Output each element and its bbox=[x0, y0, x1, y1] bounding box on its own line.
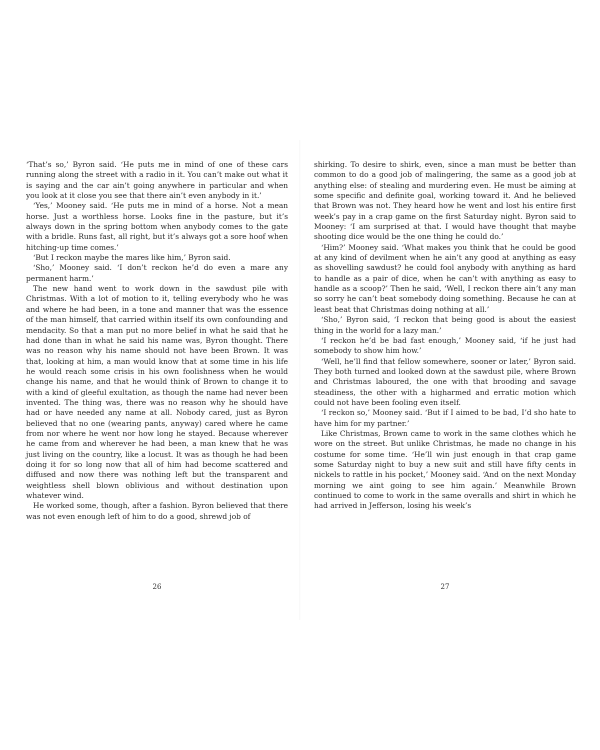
page-number-left: 26 bbox=[152, 583, 162, 591]
page-number-right: 27 bbox=[440, 583, 450, 591]
right-page bbox=[314, 160, 576, 512]
gutter-shadow bbox=[299, 140, 301, 620]
paragraph: shirking. To desire to shirk, even, since a man must be better than common to do a good job of malingering, the same as a good job at anything else: of stealing and murdering even. He must be aiming at some specific and definite goal, working toward it. And he believed that Brown was not. They heard how he went and lost his entire first week’s pay in a crap game on the first Saturday night. Byron said to Mooney: ‘I am surprised at that. I would have thought that maybe shooting dice would be the one thing he could do.’ bbox=[314, 160, 576, 242]
paragraph: ‘Well, he’ll find that fellow somewhere, sooner or later,’ Byron said. They both turned and looked down at the sawdust pile, where Brown and Christmas laboured, the one with that brooding and savage steadiness, the other with a higharmed and erratic motion which could not have been fooling even itself. bbox=[314, 356, 576, 407]
paragraph: ‘Sho,’ Mooney said. ‘I don’t reckon he’d do even a mare any permanent harm.’ bbox=[26, 263, 288, 283]
paragraph: ‘I reckon he’d be bad fast enough,’ Mooney said, ‘if he just had somebody to show him how.’ bbox=[314, 335, 576, 356]
paragraph: The new hand went to work down in the sawdust pile with Christmas. With a lot of motion to it, telling everybody who he was and where he had been, in a tone and manner that was the essence of the man himself, that carried within itself its own confounding and mendacity. So that a man put no more belief in what he said that he had done than in what he said his name was, Byron thought. There was no reason why his name should not have been Brown. It was that, looking at him, a man would know that at some time in his life he would reach some crisis in his own foolishness when he would change his name, and that he would think of Brown to change it to with a kind of gleeful exultation, as though the name had never been invented. The thing was, there was no reason why he should have had or have needed any name at all. Nobody cared, just as Byron believed that no one (wearing pants, anyway) cared where he came from nor where he went nor how long he stayed. Because wherever he came from and wherever he had been, a man knew that he was just living on the country, like a locust. It was as though he had been doing it for so long now that all of him had become scattered and diffused and now there was nothing left but the transparent and weightless shell blown oblivious and without destination upon whatever wind. bbox=[26, 284, 288, 500]
paragraph: ‘But I reckon maybe the mares like him,’ Byron said. bbox=[33, 253, 231, 263]
paragraph: ‘That’s so,’ Byron said. ‘He puts me in mind of one of these cars running along the street with a radio in it. You can’t make out what it is saying and the car ain’t going anywhere in particular and when you look at it close you see that there ain’t even anybody in it.’ bbox=[26, 160, 288, 201]
paragraph: ‘I reckon so,’ Mooney said. ‘But if I aimed to be bad, I’d sho hate to have him for my partner.’ bbox=[314, 408, 576, 428]
paragraph: Like Christmas, Brown came to work in the same clothes which he wore on the street. But unlike Christmas, he made no change in his costume for some time. ‘He’ll win just enough in that crap game some Saturday night to buy a new suit and still have fifty cents in nickels to rattle in his pocket,’ Mooney said. ‘And on the next Monday morning we aint going to see him again.’ Meanwhile Brown continued to come to work in the same overalls and shirt in which he had arrived in Jefferson, losing his week’s bbox=[314, 428, 576, 511]
paragraph: ‘Sho,’ Byron said, ‘I reckon that being good is about the easiest thing in the world for a lazy man.’ bbox=[314, 315, 576, 335]
left-page bbox=[26, 160, 288, 522]
paragraph: ‘Yes,’ Mooney said. ‘He puts me in mind of a horse. Not a mean horse. Just a worthless horse. Looks fine in the pasture, but it’s always down in the spring bottom when anybody comes to the gate with a bridle. Runs fast, all right, but it’s always got a sore hoof when hitching-up time comes.’ bbox=[26, 201, 288, 252]
paragraph: ‘Him?’ Mooney said. ‘What makes you think that he could be good at any kind of devilment when he ain’t any good at anything as easy as shovelling sawdust? he could fool anybody with anything as hard to handle as a pair of dice, when he can’t with anything as easy to handle as a scoop?’ Then he said, ‘Well, I reckon there ain’t any man so sorry he can’t beat somebody doing something. Because he can at least beat that Christmas doing nothing at all.’ bbox=[314, 242, 576, 314]
paragraph: He worked some, though, after a fashion. Byron believed that there was not even enough left of him to do a good, shrewd job of bbox=[26, 501, 288, 521]
